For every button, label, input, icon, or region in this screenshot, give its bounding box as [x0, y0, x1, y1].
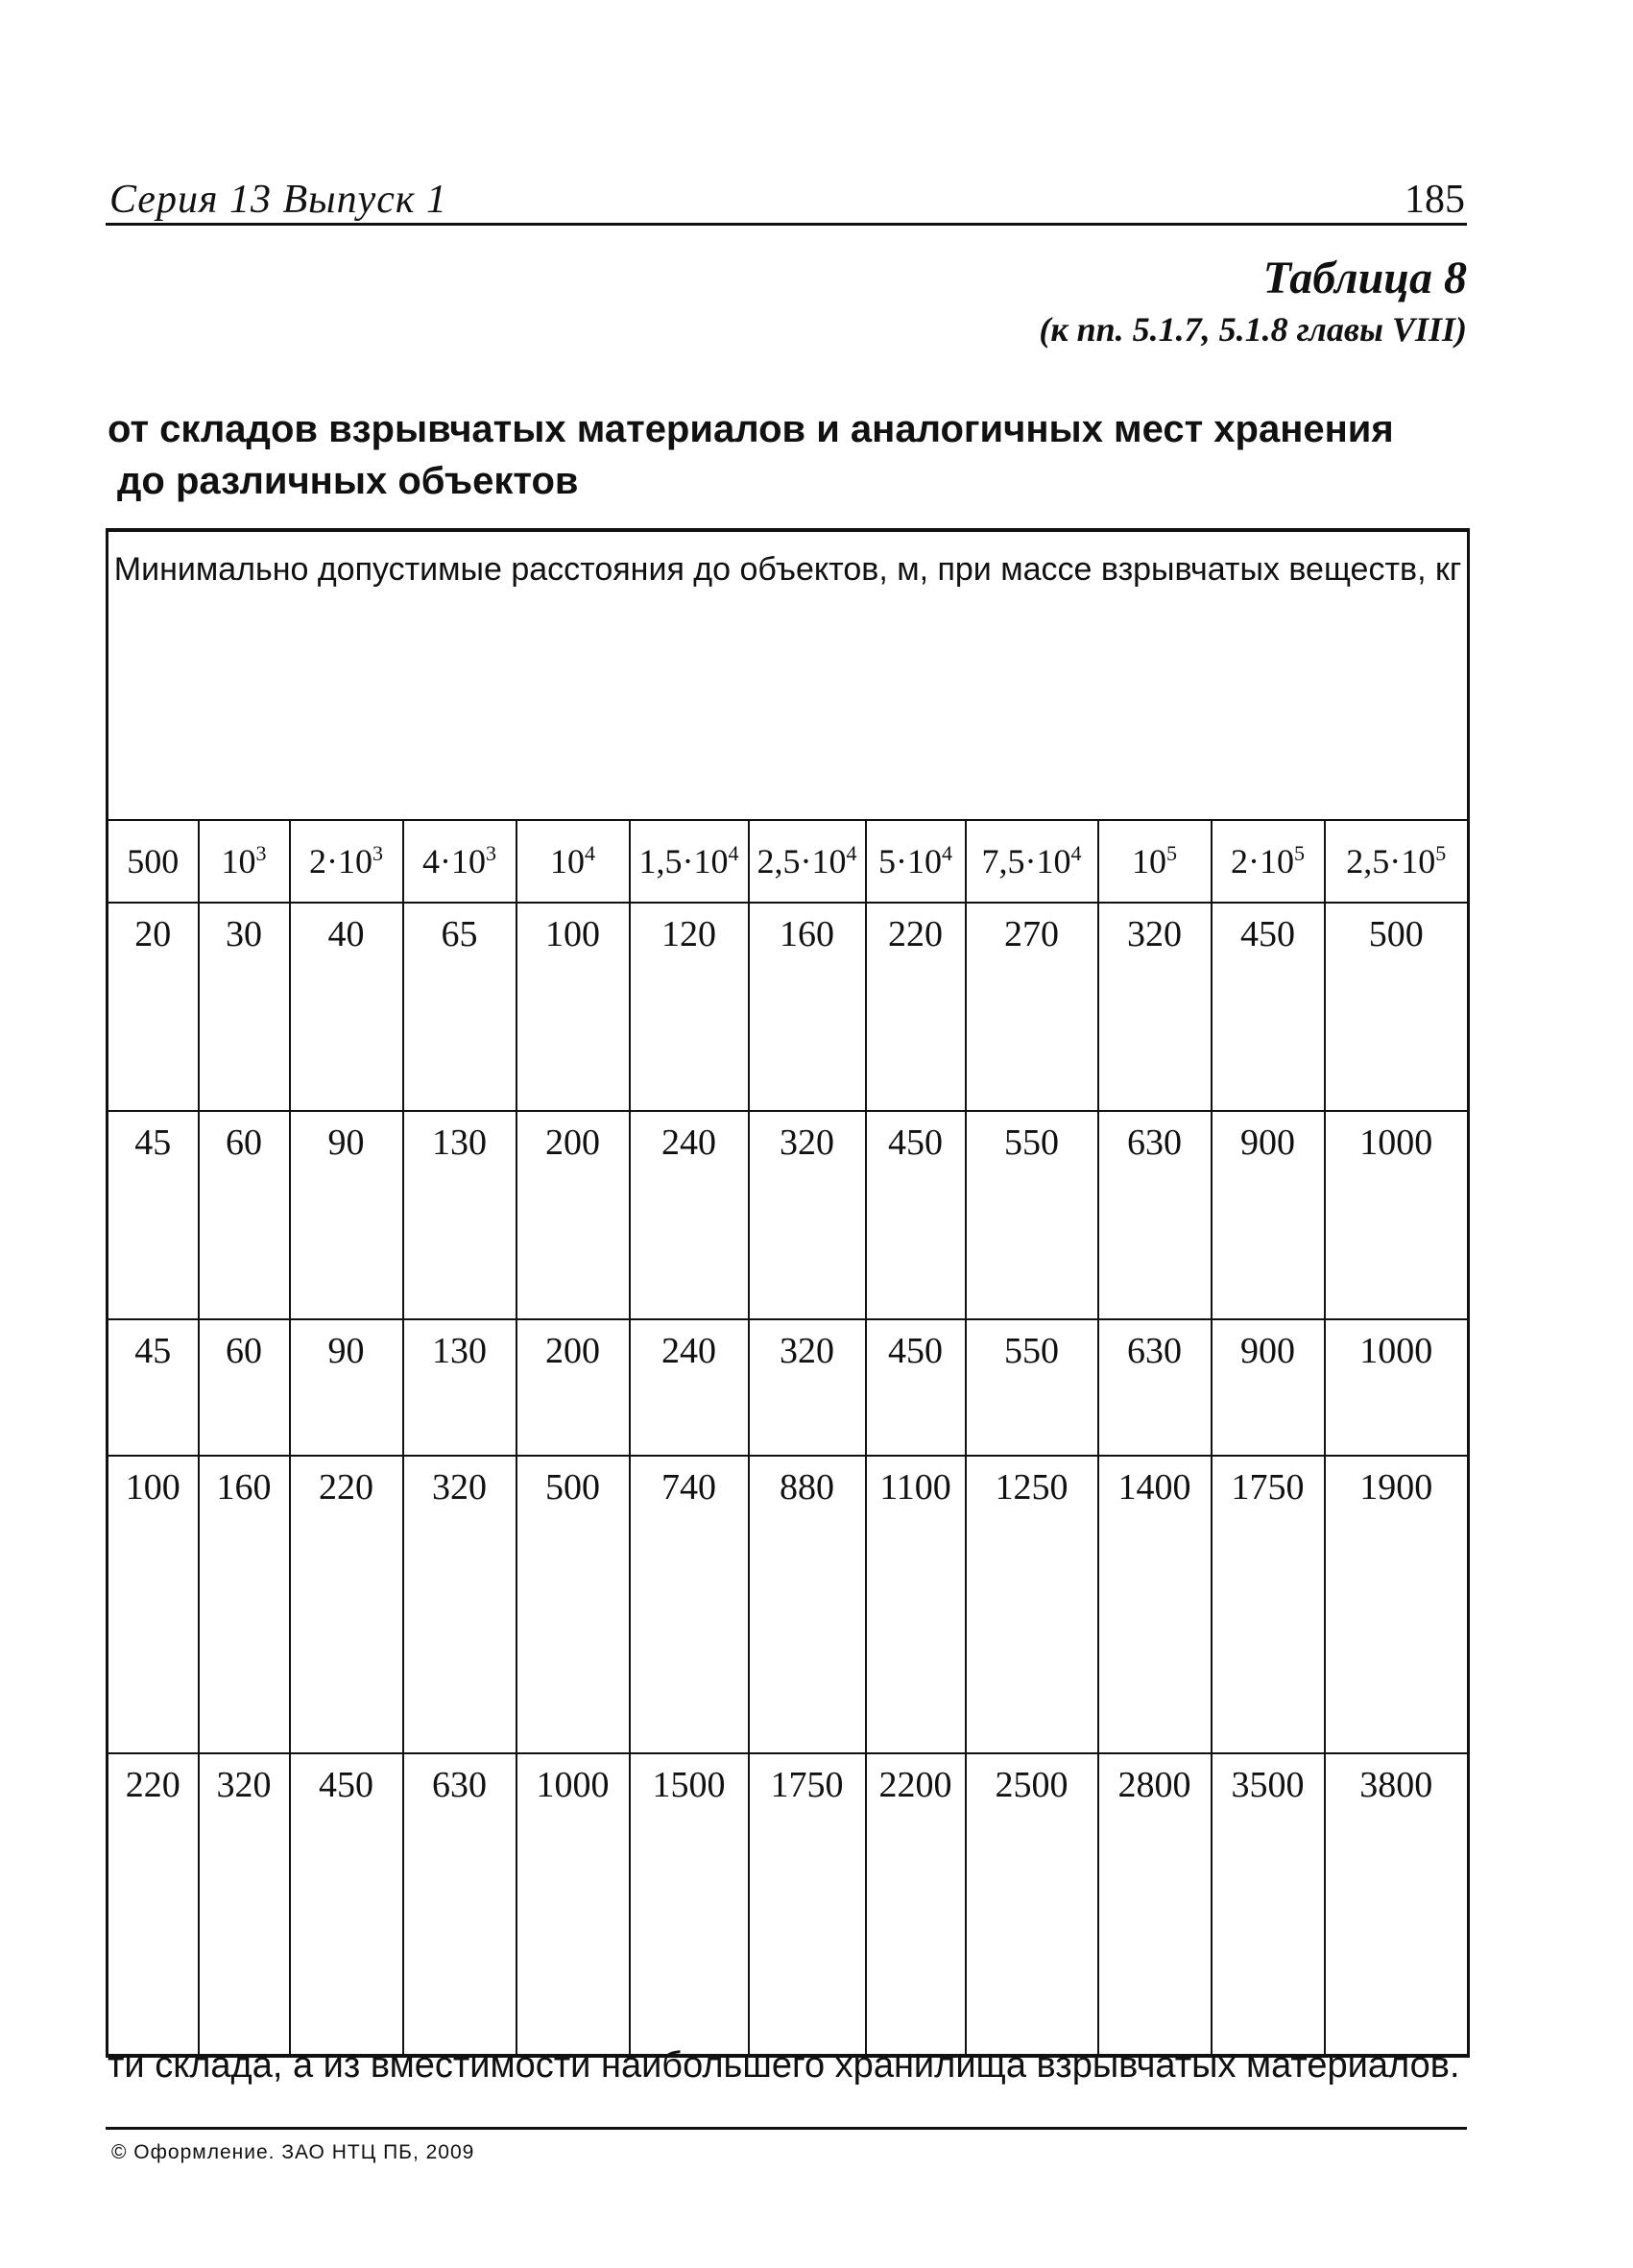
mass-base: 2·10 [1231, 842, 1294, 881]
mass-header-cell [749, 820, 866, 903]
table-cell: 20 [108, 903, 199, 1111]
mass-header-cell [403, 820, 516, 903]
distances-table [106, 528, 1470, 2058]
table-cell: 240 [630, 1319, 749, 1456]
table-cell: 320 [749, 1111, 866, 1319]
table-cell: 60 [199, 1111, 290, 1319]
table-cell: 200 [516, 1111, 630, 1319]
table-cell: 30 [199, 903, 290, 1111]
mass-header-cell [630, 820, 749, 903]
mass-base: 500 [127, 842, 180, 881]
table-cell: 100 [516, 903, 630, 1111]
page-footer [106, 2127, 1467, 2163]
mass-exponent: 3 [255, 841, 267, 865]
table-cell: 320 [199, 1753, 290, 2056]
mass-base: 4·10 [422, 842, 486, 881]
mass-exponent: 4 [1070, 841, 1082, 865]
table-cell: 120 [630, 903, 749, 1111]
table-cell: 550 [966, 1319, 1098, 1456]
table-cell: 220 [108, 1753, 199, 2056]
table-cell: 450 [866, 1319, 966, 1456]
table-cell: 45 [108, 1319, 199, 1456]
table-cell: 45 [108, 1111, 199, 1319]
mass-base: 1,5·10 [638, 842, 729, 881]
table-row [108, 1456, 1469, 1753]
mass-header-cell [1325, 820, 1469, 903]
table-cell: 160 [199, 1456, 290, 1753]
table-cell: 900 [1212, 1111, 1325, 1319]
table-cell: 1000 [516, 1753, 630, 2056]
table-cell: 2500 [966, 1753, 1098, 2056]
table-cell: 1900 [1325, 1456, 1469, 1753]
table-cell: 2200 [866, 1753, 966, 2056]
mass-header-cell [290, 820, 403, 903]
copyright: © Оформление. ЗАО НТЦ ПБ, 2009 [111, 2141, 475, 2163]
table-cell: 160 [749, 903, 866, 1111]
table-cell: 320 [403, 1456, 516, 1753]
mass-base: 2,5·10 [756, 842, 847, 881]
table-row [108, 1753, 1469, 2056]
table-cell: 450 [290, 1753, 403, 2056]
table-cell: 130 [403, 1319, 516, 1456]
mass-exponent: 5 [1435, 841, 1447, 865]
table-reference: (к пп. 5.1.7, 5.1.8 главы VIII) [1039, 310, 1467, 349]
table-cell: 1100 [866, 1456, 966, 1753]
mass-base: 2·10 [309, 842, 372, 881]
table-cell: 1500 [630, 1753, 749, 2056]
heading-line-1: от складов взрывчатых материалов и аналогичных мест хранения [108, 408, 1394, 450]
mass-base: 10 [550, 842, 585, 881]
mass-base: 2,5·10 [1346, 842, 1436, 881]
table-cell: 880 [749, 1456, 866, 1753]
table-cell: 1400 [1098, 1456, 1212, 1753]
table-row [108, 1319, 1469, 1456]
table-cell: 630 [1098, 1111, 1212, 1319]
table-cell: 270 [966, 903, 1098, 1111]
mass-exponent: 4 [846, 841, 857, 865]
mass-base: 7,5·10 [981, 842, 1071, 881]
mass-base: 10 [221, 842, 256, 881]
mass-header-row [108, 820, 1469, 903]
table-cell: 130 [403, 1111, 516, 1319]
table-cell: 220 [866, 903, 966, 1111]
table-cell: 740 [630, 1456, 749, 1753]
table-cell: 3500 [1212, 1753, 1325, 2056]
table-cell: 550 [966, 1111, 1098, 1319]
mass-exponent: 4 [585, 841, 595, 865]
table-cell: 1750 [1212, 1456, 1325, 1753]
page-number: 185 [1405, 178, 1465, 222]
mass-header-cell [108, 820, 199, 903]
mass-header-cell [1212, 820, 1325, 903]
table-heading [108, 403, 1471, 507]
table-cell: 220 [290, 1456, 403, 1753]
table-cell: 320 [749, 1319, 866, 1456]
mass-exponent: 3 [372, 841, 383, 865]
mass-exponent: 3 [486, 841, 496, 865]
table-number: Таблица 8 [1262, 253, 1467, 303]
mass-header-cell [1098, 820, 1212, 903]
mass-exponent: 4 [728, 841, 739, 865]
table-cell: 1000 [1325, 1319, 1469, 1456]
table-row [108, 1111, 1469, 1319]
mass-base: 5·10 [878, 842, 942, 881]
table-cell: 90 [290, 1319, 403, 1456]
table-cell: 1000 [1325, 1111, 1469, 1319]
footnote-text: ти склада, а из вместимости наибольшего хранилища взрывчатых материалов. [108, 2045, 1460, 2086]
table-cell: 40 [290, 903, 403, 1111]
mass-header-cell [199, 820, 290, 903]
mass-header-cell [516, 820, 630, 903]
mass-exponent: 5 [1294, 841, 1305, 865]
table-cell: 240 [630, 1111, 749, 1319]
series-label: Серия 13 Выпуск 1 [109, 178, 447, 222]
table-cell: 200 [516, 1319, 630, 1456]
table-cell: 500 [1325, 903, 1469, 1111]
table-cell: 90 [290, 1111, 403, 1319]
table-cell: 2800 [1098, 1753, 1212, 2056]
table-cell: 1250 [966, 1456, 1098, 1753]
table-row [108, 903, 1469, 1111]
table-cell: 65 [403, 903, 516, 1111]
table-cell: 60 [199, 1319, 290, 1456]
page-header [106, 171, 1467, 226]
mass-header-cell [866, 820, 966, 903]
table-cell: 900 [1212, 1319, 1325, 1456]
mass-header-cell [966, 820, 1098, 903]
table-caption: Минимально допустимые расстояния до объектов, м, при массе взрывчатых веществ, кг [108, 530, 1469, 820]
mass-base: 10 [1132, 842, 1166, 881]
table-cell: 320 [1098, 903, 1212, 1111]
table-cell: 100 [108, 1456, 199, 1753]
mass-exponent: 5 [1166, 841, 1177, 865]
heading-line-2: до различных объектов [117, 460, 579, 502]
table-cell: 630 [403, 1753, 516, 2056]
table-cell: 630 [1098, 1319, 1212, 1456]
mass-exponent: 4 [942, 841, 952, 865]
table-cell: 450 [1212, 903, 1325, 1111]
table-cell: 1750 [749, 1753, 866, 2056]
table-cell: 500 [516, 1456, 630, 1753]
table-cell: 3800 [1325, 1753, 1469, 2056]
table-cell: 450 [866, 1111, 966, 1319]
table-caption-row [108, 530, 1469, 820]
